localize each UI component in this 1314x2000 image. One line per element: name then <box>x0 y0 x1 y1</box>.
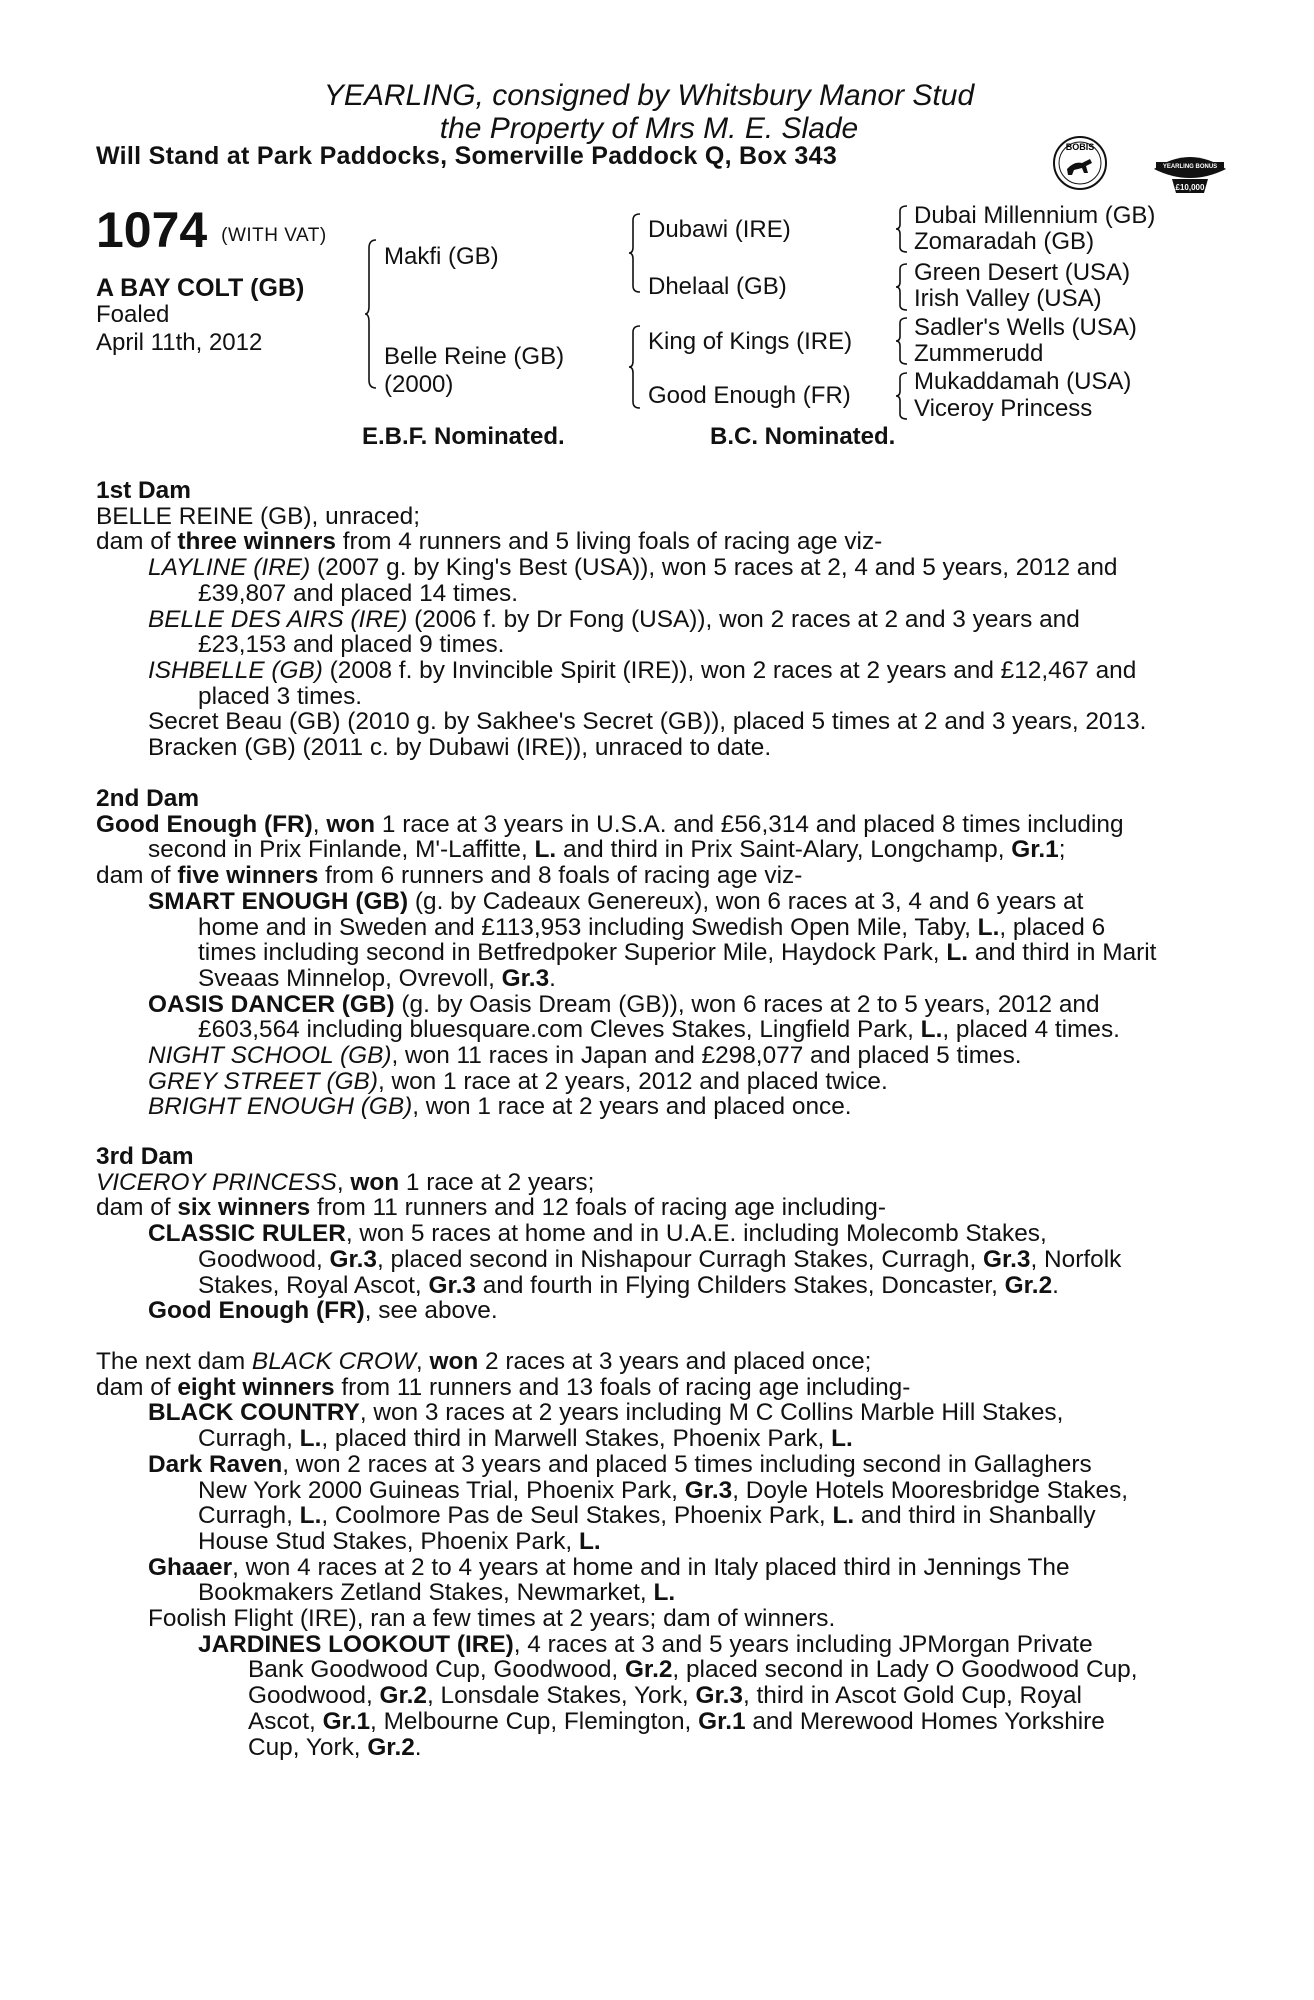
produce-dark-raven-l4: House Stud Stakes, Phoenix Park, L. <box>198 1527 601 1555</box>
next-dam-record: The next dam BLACK CROW, won 2 races at 3 years and placed once; <box>96 1348 872 1375</box>
produce-belle-des-airs: BELLE DES AIRS (IRE) (2006 f. by Dr Fong (USA)), won 2 races at 2 and 3 years and <box>148 605 1080 633</box>
first-dam-heading: 1st Dam <box>96 477 191 504</box>
pedigree-brace-dam <box>628 324 642 410</box>
produce-jardines-lookout-l3: Goodwood, Gr.2, Lonsdale Stakes, York, Gr.3, third in Ascot Gold Cup, Royal <box>248 1682 1082 1710</box>
pedigree-brace-ss <box>895 204 909 254</box>
bobis-logo-text: BOBIS <box>1065 142 1095 152</box>
produce-belle-des-airs-cont: £23,153 and placed 9 times. <box>198 631 505 659</box>
pedigree-brace-sd <box>895 262 909 312</box>
produce-dark-raven: Dark Raven, won 2 races at 3 years and placed 5 times including second in Gallaghers <box>148 1450 1092 1478</box>
produce-layline: LAYLINE (IRE) (2007 g. by King's Best (USA)), won 5 races at 2, 4 and 5 years, 2012 and <box>148 554 1118 582</box>
produce-classic-ruler-l3: Stakes, Royal Ascot, Gr.3 and fourth in Flying Childers Stakes, Doncaster, Gr.2. <box>198 1271 1059 1299</box>
produce-oasis-dancer-l2: £603,564 including bluesquare.com Cleves Stakes, Lingfield Park, L., placed 4 times. <box>198 1016 1120 1044</box>
pedigree-sire-sire: Dubawi (IRE) <box>648 216 791 243</box>
stand-location: Will Stand at Park Paddocks, Somerville Paddock Q, Box 343 <box>96 142 838 170</box>
produce-bracken: Bracken (GB) (2011 c. by Dubawi (IRE)), unraced to date. <box>148 734 772 762</box>
second-dam-heading: 2nd Dam <box>96 785 200 812</box>
header-line-2: the Property of Mrs M. E. Slade <box>439 112 859 145</box>
yearling-bonus-logo-icon <box>1150 143 1230 199</box>
produce-dark-raven-l2: New York 2000 Guineas Trial, Phoenix Park, Gr.3, Doyle Hotels Mooresbridge Stakes, <box>198 1476 1129 1504</box>
pedigree-sss: Dubai Millennium (GB) <box>914 202 1156 229</box>
second-dam-section <box>96 786 1201 1120</box>
pedigree-sire-dam: Dhelaal (GB) <box>648 273 787 300</box>
produce-foolish-flight: Foolish Flight (IRE), ran a few times at 2 years; dam of winners. <box>148 1605 836 1633</box>
produce-ishbelle: ISHBELLE (GB) (2008 f. by Invincible Spirit (IRE)), won 2 races at 2 years and £12,467 and <box>148 656 1137 684</box>
lot-number: 1074 <box>96 202 208 258</box>
next-dam-produce-summary: dam of eight winners from 11 runners and 13 foals of racing age including- <box>96 1373 911 1401</box>
first-dam-produce-summary: dam of three winners from 4 runners and 5 living foals of racing age viz- <box>96 528 883 556</box>
lot-number-line <box>96 202 327 261</box>
first-dam-section <box>96 478 1201 761</box>
lot-name: A BAY COLT (GB) <box>96 274 305 302</box>
produce-ghaaer-l2: Bookmakers Zetland Stakes, Newmarket, L. <box>198 1579 676 1607</box>
produce-dark-raven-l3: Curragh, L., Coolmore Pas de Seul Stakes, Phoenix Park, L. and third in Shanbally <box>198 1502 1096 1530</box>
pedigree-ddd: Viceroy Princess <box>914 395 1093 422</box>
bobis-logo-icon <box>1050 133 1110 195</box>
bonus-logo-mid-text: YEARLING BONUS <box>1162 164 1218 170</box>
produce-smart-enough-l4: Sveaas Minnelop, Ovrevoll, Gr.3. <box>198 964 556 992</box>
second-dam-produce-summary: dam of five winners from 6 runners and 8 foals of racing age viz- <box>96 862 803 890</box>
produce-black-country-l2: Curragh, L., placed third in Marwell Stakes, Phoenix Park, L. <box>198 1425 853 1453</box>
pedigree-brace-ds <box>895 316 909 366</box>
vat-label: (WITH VAT) <box>221 225 327 246</box>
produce-good-enough: Good Enough (FR), see above. <box>148 1297 498 1325</box>
first-dam-name: BELLE REINE (GB), unraced; <box>96 502 420 530</box>
pedigree-dam: Belle Reine (GB) <box>384 343 565 370</box>
next-dam-section <box>96 1349 1201 1760</box>
produce-jardines-lookout: JARDINES LOOKOUT (IRE), 4 races at 3 and 5 years including JPMorgan Private <box>198 1630 1093 1658</box>
third-dam-produce-summary: dam of six winners from 11 runners and 12 foals of racing age including- <box>96 1194 886 1222</box>
produce-black-country: BLACK COUNTRY, won 3 races at 2 years including M C Collins Marble Hill Stakes, <box>148 1399 1064 1427</box>
second-dam-record: Good Enough (FR), won 1 race at 3 years in U.S.A. and £56,314 and placed 8 times including <box>96 810 1124 838</box>
pedigree-ssd: Zomaradah (GB) <box>914 228 1095 255</box>
pedigree-dsd: Zummerudd <box>914 340 1044 367</box>
produce-oasis-dancer: OASIS DANCER (GB) (g. by Oasis Dream (GB)), won 6 races at 2 to 5 years, 2012 and <box>148 990 1100 1018</box>
foaled-date: April 11th, 2012 <box>96 329 263 356</box>
produce-grey-street: GREY STREET (GB), won 1 race at 2 years, 2012 and placed twice. <box>148 1067 888 1095</box>
pedigree-dam-dam: Good Enough (FR) <box>648 382 851 409</box>
header-line-1: YEARLING, consigned by Whitsbury Manor Stud <box>323 79 975 112</box>
pedigree-brace-main <box>364 238 378 390</box>
produce-night-school: NIGHT SCHOOL (GB), won 11 races in Japan and £298,077 and placed 5 times. <box>148 1042 1022 1070</box>
produce-jardines-lookout-l5: Cup, York, Gr.2. <box>248 1733 422 1761</box>
bonus-logo-top-text: RACING POST <box>1169 153 1211 159</box>
pedigree-dam-year: (2000) <box>384 371 454 398</box>
produce-classic-ruler-l2: Goodwood, Gr.3, placed second in Nishapour Curragh Stakes, Curragh, Gr.3, Norfolk <box>198 1245 1122 1273</box>
pedigree-sds: Green Desert (USA) <box>914 259 1131 286</box>
produce-jardines-lookout-l2: Bank Goodwood Cup, Goodwood, Gr.2, placed second in Lady O Goodwood Cup, <box>248 1656 1138 1684</box>
third-dam-heading: 3rd Dam <box>96 1143 194 1170</box>
produce-smart-enough: SMART ENOUGH (GB) (g. by Cadeaux Genereux), won 6 races at 3, 4 and 6 years at <box>148 887 1084 915</box>
produce-smart-enough-l2: home and in Sweden and £113,953 including Swedish Open Mile, Taby, L., placed 6 <box>198 913 1106 941</box>
pedigree-brace-sire <box>628 212 642 294</box>
second-dam-record-cont: second in Prix Finlande, M'-Laffitte, L. and third in Prix Saint-Alary, Longchamp, Gr.1; <box>148 836 1066 864</box>
bonus-logo-amount: £10,000 <box>1175 183 1205 192</box>
third-dam-record: VICEROY PRINCESS, won 1 race at 2 years; <box>96 1168 595 1196</box>
pedigree-sire: Makfi (GB) <box>384 243 499 270</box>
produce-classic-ruler: CLASSIC RULER, won 5 races at home and in U.A.E. including Molecomb Stakes, <box>148 1220 1047 1248</box>
ebf-nominated: E.B.F. Nominated. <box>362 423 565 450</box>
pedigree-dss: Sadler's Wells (USA) <box>914 314 1137 341</box>
produce-bright-enough: BRIGHT ENOUGH (GB), won 1 race at 2 years and placed once. <box>148 1093 852 1121</box>
produce-ghaaer: Ghaaer, won 4 races at 2 to 4 years at home and in Italy placed third in Jennings The <box>148 1553 1070 1581</box>
produce-layline-cont: £39,807 and placed 14 times. <box>198 579 519 607</box>
pedigree-brace-dd <box>895 371 909 421</box>
pedigree-dds: Mukaddamah (USA) <box>914 368 1132 395</box>
produce-jardines-lookout-l4: Ascot, Gr.1, Melbourne Cup, Flemington, Gr.1 and Merewood Homes Yorkshire <box>248 1707 1105 1735</box>
produce-secret-beau: Secret Beau (GB) (2010 g. by Sakhee's Secret (GB)), placed 5 times at 2 and 3 years, 2013. <box>148 708 1147 736</box>
third-dam-section <box>96 1144 1201 1324</box>
pedigree-dam-sire: King of Kings (IRE) <box>648 328 853 355</box>
produce-ishbelle-cont: placed 3 times. <box>198 682 363 710</box>
bc-nominated: B.C. Nominated. <box>710 423 896 450</box>
foaled-label: Foaled <box>96 301 170 328</box>
pedigree-sdd: Irish Valley (USA) <box>914 285 1102 312</box>
produce-smart-enough-l3: times including second in Betfredpoker Superior Mile, Haydock Park, L. and third in Marit <box>198 939 1157 967</box>
